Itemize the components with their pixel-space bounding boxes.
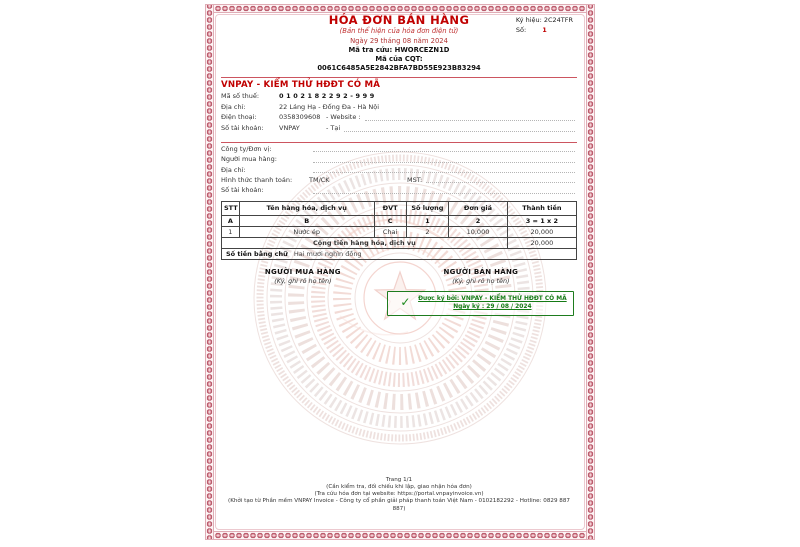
invoice-content — [221, 11, 577, 537]
footer-note-1: (Cần kiểm tra, đối chiếu khi lập, giao nhận hóa đơn) — [326, 483, 472, 490]
seller-phone-row — [221, 112, 577, 123]
seller-signature-title: NGƯỜI BÁN HÀNG — [443, 267, 519, 276]
col-header-price: Đơn giá — [449, 201, 508, 215]
invoice-title: HÓA ĐƠN BÁN HÀNG — [328, 13, 470, 27]
col-header-qty: Số lượng — [406, 201, 449, 215]
col-header-name: Tên hàng hóa, dịch vụ — [239, 201, 374, 215]
buyer-person-label: Người mua hàng: — [221, 155, 277, 164]
separator-line-2 — [221, 142, 577, 143]
amount-words-label: Số tiền bằng chữ — [226, 249, 288, 258]
buyer-address-label: Địa chỉ: — [221, 165, 246, 174]
seller-signature-note: (Ký, ghi rõ họ tên) — [452, 276, 510, 285]
lookup-code-line — [221, 46, 577, 55]
invoice-subtitle: (Bản thể hiện của hóa đơn điện tử) — [339, 27, 459, 35]
item-price: 10,000 — [449, 226, 508, 237]
seller-at-label: - Tại — [326, 124, 341, 133]
subheader-cell: A — [222, 215, 240, 226]
seller-website-label: - Website : — [326, 113, 361, 122]
item-stt: 1 — [222, 226, 240, 237]
signature-check-icon: ✓ — [400, 295, 411, 310]
seller-name: VNPAY - KIỂM THỬ HĐĐT CÓ MÃ — [221, 80, 381, 90]
dotted-leader — [313, 186, 575, 194]
seller-address-row — [221, 102, 577, 113]
seller-account-row — [221, 123, 577, 134]
dotted-leader — [313, 144, 575, 152]
mst-label: MST: — [407, 176, 423, 185]
item-unit: Chai — [374, 226, 406, 237]
buyer-company-row — [221, 144, 577, 154]
invoice-number-line — [516, 25, 573, 35]
number-label: Số: — [515, 26, 527, 34]
buyer-account-label: Số tài khoản: — [221, 186, 264, 195]
amount-in-words-row — [222, 248, 577, 259]
buyer-payment-row — [221, 175, 577, 185]
lookup-label: Mã tra cứu: — [348, 46, 393, 54]
seller-account: VNPAY — [279, 124, 300, 133]
buyer-address-row — [221, 165, 577, 175]
footer-note-2: (Tra cứu hóa đơn tại website: https://portal.vnpayinvoice.vn) — [314, 491, 484, 498]
footer-note-3: (Khởi tạo từ Phần mềm VNPAY Invoice - Công ty cổ phần giải pháp thanh toán Việt Nam - 0102182292 - Hotline: 0829 887 887) — [228, 498, 570, 512]
subheader-cell: 1 — [406, 215, 449, 226]
col-header-amount: Thành tiền — [507, 201, 576, 215]
separator-line-1 — [221, 77, 577, 78]
dotted-leader — [344, 124, 575, 132]
buyer-section — [221, 144, 577, 196]
buyer-person-row — [221, 154, 577, 164]
invoice-page — [202, 0, 598, 547]
signed-by-line: Được ký bởi: VNPAY - KIỂM THỬ HĐĐT CÓ MÃ — [418, 295, 567, 302]
digital-signature-box — [387, 291, 574, 316]
invoice-date: Ngày 29 tháng 08 năm 2024 — [350, 37, 448, 45]
signed-date-line: Ngày ký : 29 / 08 / 2024 — [453, 304, 532, 311]
number-value: 1 — [542, 26, 547, 34]
dotted-leader — [313, 165, 575, 173]
seller-phone-label: Điện thoại: — [221, 113, 257, 122]
buyer-signature-block — [221, 268, 385, 316]
total-value: 20,000 — [507, 237, 576, 248]
dotted-leader — [426, 175, 575, 183]
item-name: Nước ép — [239, 226, 374, 237]
lookup-code: HWORCEZN1D — [394, 46, 450, 54]
table-total-row — [222, 237, 577, 248]
buyer-account-row — [221, 185, 577, 195]
dotted-leader — [365, 113, 575, 121]
page-number: Trang 1/1 — [385, 476, 413, 483]
col-header-unit: ĐVT — [374, 201, 406, 215]
col-header-stt: STT — [222, 201, 240, 215]
amount-words-value: Hai mươi nghìn đồng — [293, 249, 362, 258]
item-qty: 2 — [406, 226, 449, 237]
subheader-cell: 2 — [449, 215, 508, 226]
buyer-company-label: Công ty/Đơn vị: — [221, 144, 272, 153]
payment-method-label: Hình thức thanh toán: — [221, 176, 293, 185]
total-label: Cộng tiền hàng hóa, dịch vụ — [222, 237, 508, 248]
buyer-signature-note: (Ký, ghi rõ họ tên) — [274, 276, 332, 285]
signature-section — [221, 268, 577, 316]
cqt-code: 0061C6485A5E2842BFA7BD55E923B83294 — [317, 64, 481, 72]
seller-address-label: Địa chỉ: — [221, 102, 246, 111]
subheader-cell: 3 = 1 x 2 — [507, 215, 576, 226]
items-table — [221, 201, 577, 260]
seller-account-label: Số tài khoản: — [221, 124, 264, 133]
serial-value: 2C24TFR — [543, 16, 573, 24]
subheader-cell: B — [239, 215, 374, 226]
cqt-label: Mã của CQT: — [375, 55, 423, 63]
seller-tax-label: Mã số thuế: — [221, 92, 260, 100]
seller-phone: 0358309608 — [279, 113, 321, 122]
table-header-row — [222, 201, 577, 215]
decorative-border-right — [586, 4, 595, 540]
serial-label: Ký hiệu: — [515, 16, 542, 24]
serial-line — [516, 15, 573, 25]
subheader-cell: C — [374, 215, 406, 226]
seller-tax-code: 0102182292-999 — [279, 92, 377, 100]
invoice-footer — [221, 477, 577, 513]
seller-address: 22 Láng Hạ - Đống Đa - Hà Nội — [279, 102, 380, 111]
buyer-signature-title: NGƯỜI MUA HÀNG — [264, 267, 341, 276]
invoice-header — [221, 11, 577, 73]
seller-section — [221, 80, 577, 134]
payment-method-value: TM/CK — [309, 176, 330, 185]
decorative-border-left — [205, 4, 214, 540]
item-amount: 20,000 — [507, 226, 576, 237]
seller-signature-block — [385, 268, 577, 316]
table-subheader-row — [222, 215, 577, 226]
serial-number-block — [516, 15, 573, 35]
seller-tax-row — [221, 91, 577, 102]
dotted-leader — [313, 155, 575, 163]
table-row — [222, 226, 577, 237]
